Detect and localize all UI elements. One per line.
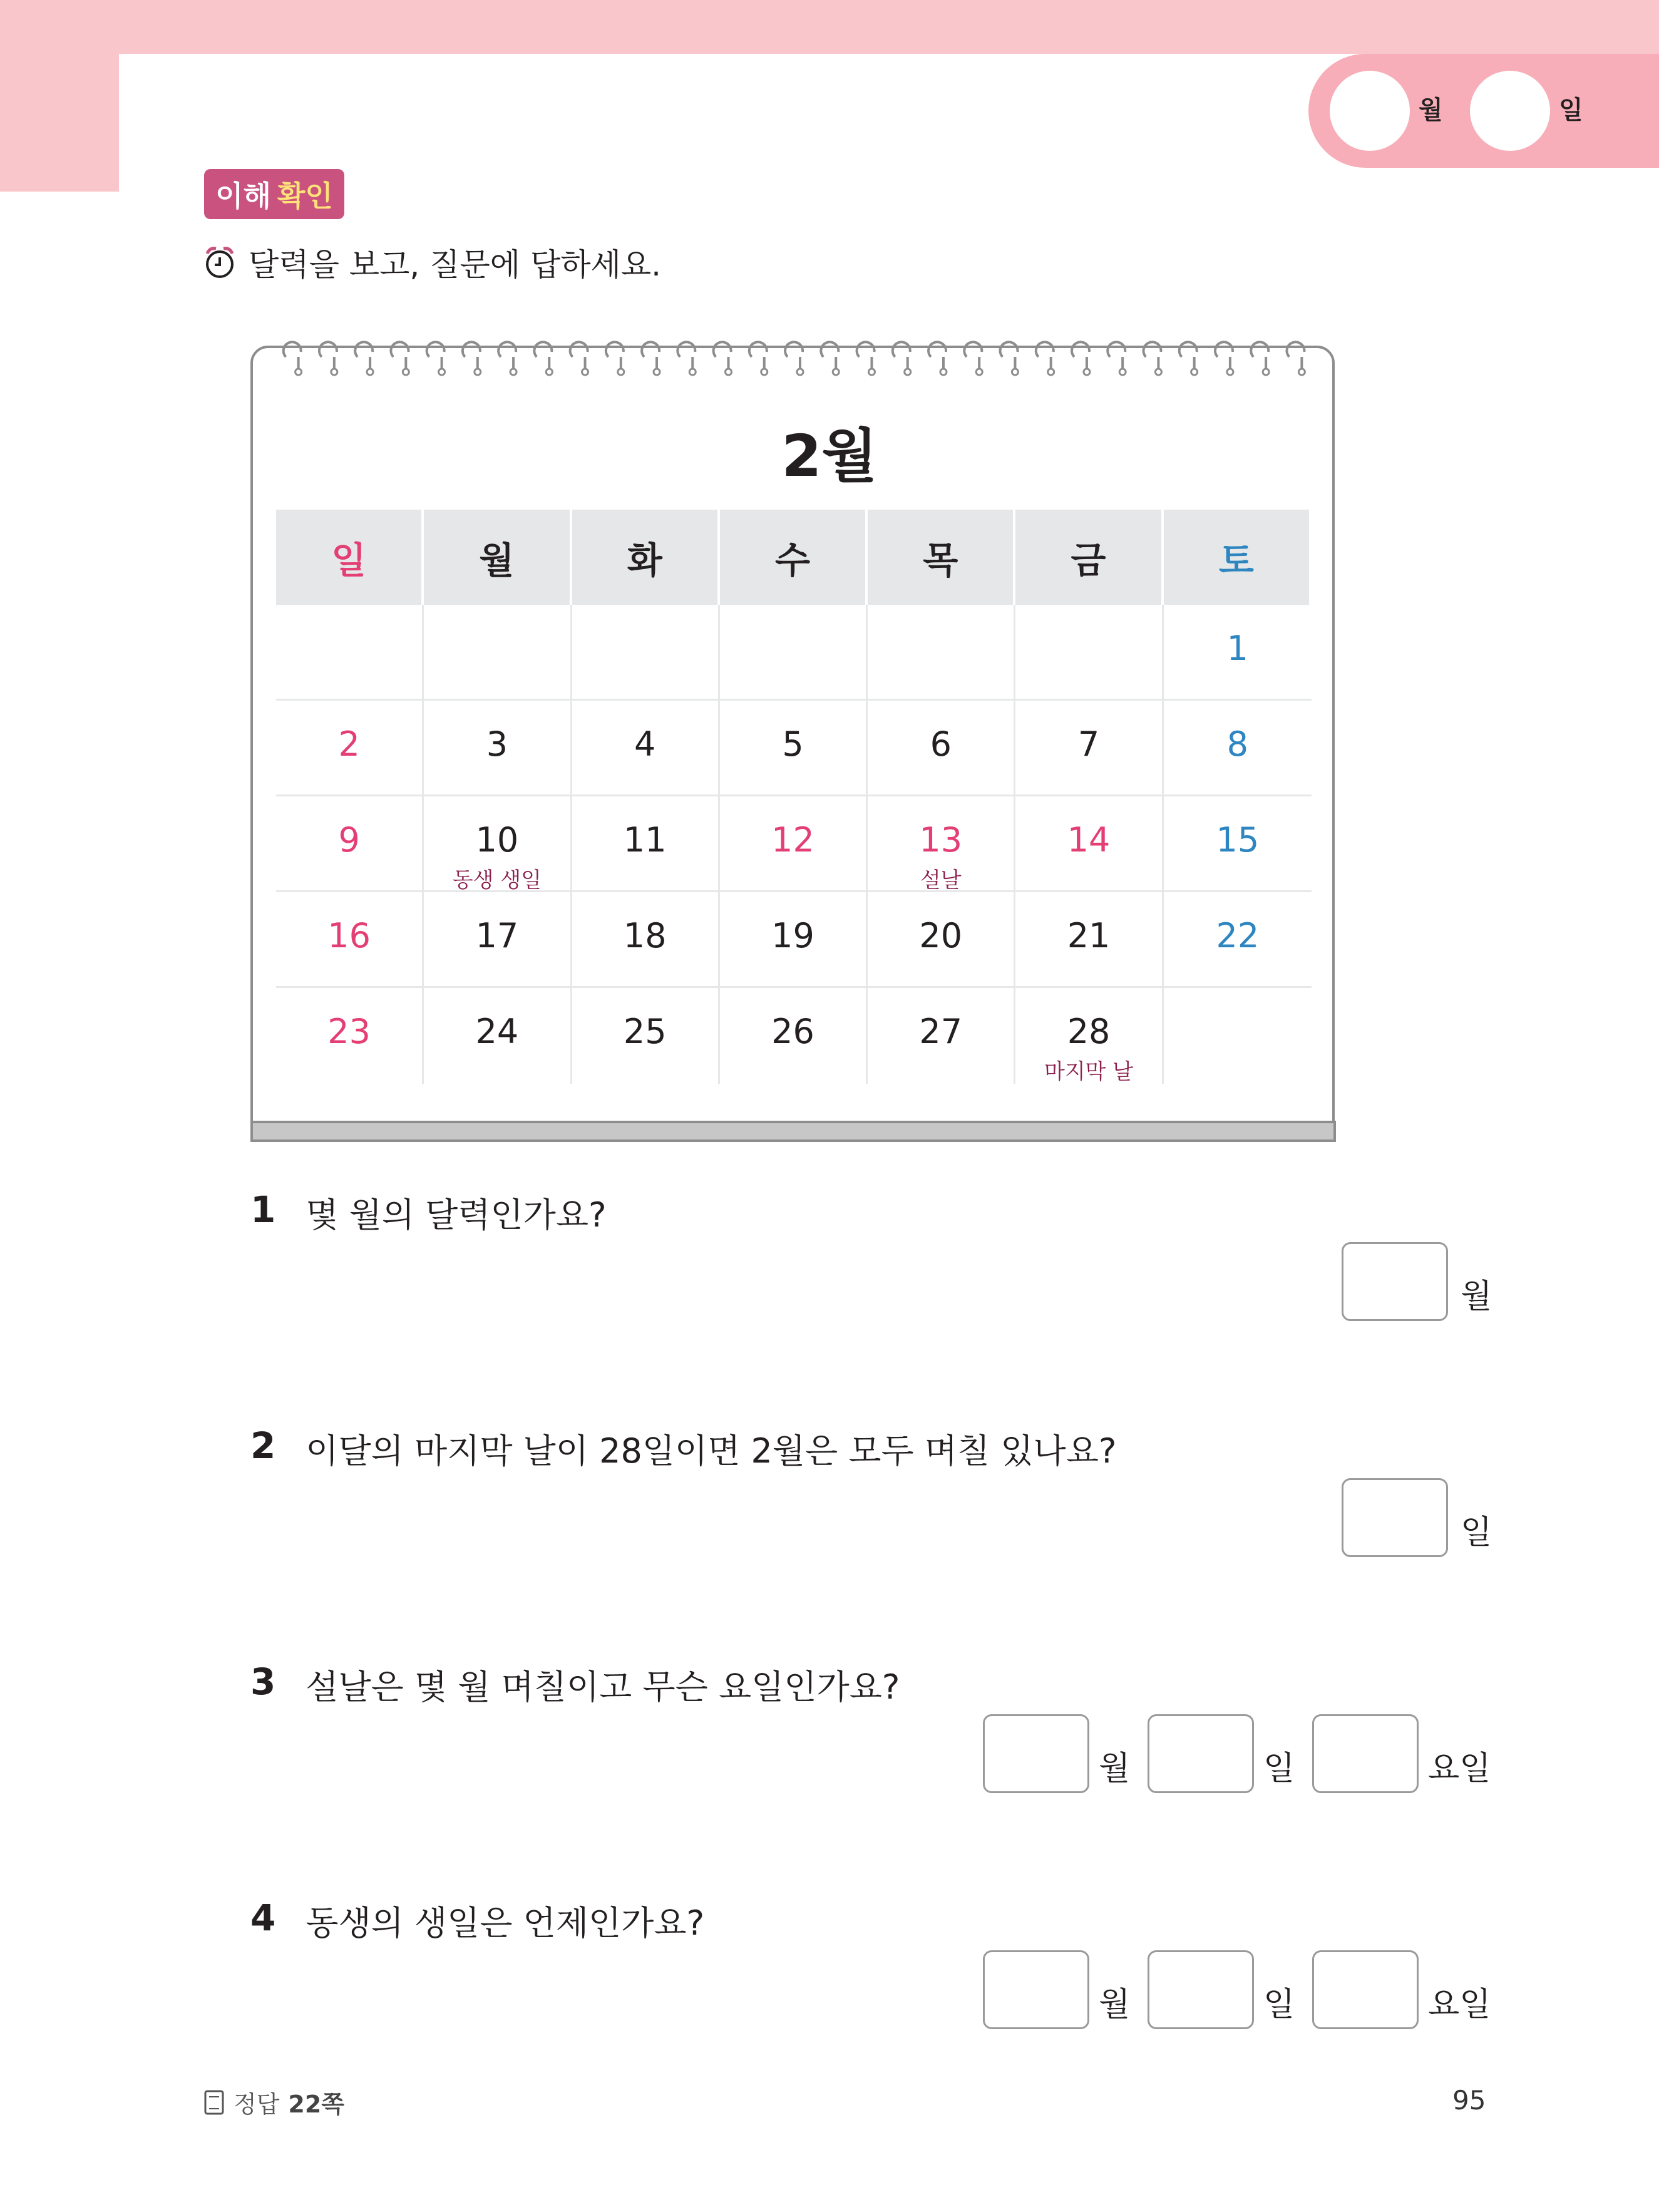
day-cell: [868, 605, 1015, 701]
corner-decoration: [0, 54, 119, 192]
day-number: 9: [338, 820, 360, 860]
book-icon: [203, 2089, 225, 2116]
ring-icon: [606, 342, 624, 375]
day-cell: [868, 988, 1015, 1084]
ring-icon: [1287, 342, 1305, 375]
day-cell: [1164, 701, 1312, 796]
answer-unit: 월: [1099, 1750, 1131, 1788]
calendar-rings: [275, 333, 1315, 377]
day-note: 마지막 날: [1044, 1059, 1134, 1084]
question: [250, 1660, 900, 1709]
answer-box[interactable]: [983, 1714, 1089, 1793]
weekday-header: 화: [572, 510, 720, 605]
day-number: 25: [623, 1012, 667, 1051]
day-number: 13: [919, 820, 963, 860]
day-cell: [424, 605, 572, 701]
day-number: 4: [634, 724, 656, 764]
day-note: 설날: [920, 868, 962, 893]
day-number: 24: [475, 1012, 519, 1051]
day-cell: [572, 796, 720, 892]
day-cell: [1164, 796, 1312, 892]
day-cell: [720, 796, 868, 892]
ring-icon: [857, 342, 875, 375]
question-text: 몇 월의 달력인가요?: [306, 1195, 607, 1235]
day-cell: [1015, 892, 1163, 988]
month-input-circle[interactable]: [1330, 71, 1410, 151]
answer-box[interactable]: [1342, 1478, 1448, 1557]
ring-icon: [893, 342, 911, 375]
day-number: 11: [623, 820, 667, 860]
day-number: 3: [486, 724, 508, 764]
day-number: 14: [1067, 820, 1111, 860]
ring-icon: [1036, 342, 1054, 375]
question: [250, 1188, 607, 1237]
day-input-circle[interactable]: [1470, 71, 1550, 151]
day-cell: [868, 701, 1015, 796]
day-number: 27: [919, 1012, 963, 1051]
day-number: 8: [1226, 724, 1249, 764]
day-cell: [572, 701, 720, 796]
day-cell: [424, 892, 572, 988]
calendar-grid: [276, 510, 1312, 1084]
day-number: 12: [771, 820, 814, 860]
day-cell: [1015, 605, 1163, 701]
ring-icon: [1144, 342, 1162, 375]
day-number: 15: [1216, 820, 1260, 860]
day-cell: [868, 892, 1015, 988]
ring-icon: [1107, 342, 1126, 375]
ring-icon: [642, 342, 660, 375]
answer-box[interactable]: [1342, 1242, 1448, 1321]
day-cell: [1015, 988, 1163, 1084]
ring-icon: [928, 342, 947, 375]
day-cell: [572, 988, 720, 1084]
weekday-header: 토: [1164, 510, 1312, 605]
day-note: 동생 생일: [452, 868, 542, 893]
ring-icon: [570, 342, 588, 375]
question-text: 이달의 마지막 날이 28일이면 2월은 모두 며칠 있나요?: [306, 1431, 1117, 1471]
day-number: 17: [475, 916, 519, 955]
question-number: 1: [250, 1188, 276, 1231]
day-number: 26: [771, 1012, 814, 1051]
day-cell: [1164, 988, 1312, 1084]
day-number: 10: [475, 820, 519, 860]
ring-icon: [821, 342, 839, 375]
ring-icon: [427, 342, 445, 375]
day-number: 2: [338, 724, 360, 764]
day-cell: [1164, 605, 1312, 701]
ring-icon: [391, 342, 409, 375]
day-number: 7: [1077, 724, 1100, 764]
ring-icon: [319, 342, 337, 375]
question-text: 동생의 생일은 언제인가요?: [306, 1903, 705, 1943]
answer-label: 정답: [234, 2091, 280, 2118]
day-number: 23: [327, 1012, 371, 1051]
day-cell: [572, 605, 720, 701]
ring-icon: [498, 342, 516, 375]
ring-icon: [463, 342, 481, 375]
day-number: 28: [1067, 1012, 1111, 1051]
day-number: 5: [782, 724, 804, 764]
answer-unit: 일: [1263, 1750, 1295, 1788]
day-cell: [720, 892, 868, 988]
question: [250, 1424, 1117, 1473]
day-cell: [720, 605, 868, 701]
month-label: 월: [1419, 96, 1443, 125]
calendar-base: [250, 1121, 1336, 1142]
weekday-header: 금: [1015, 510, 1163, 605]
badge-highlight: 확인: [277, 179, 333, 213]
ring-icon: [677, 342, 696, 375]
day-cell: [424, 701, 572, 796]
ring-icon: [534, 342, 552, 375]
answer-unit: 요일: [1428, 1986, 1491, 2024]
question-text: 설날은 몇 월 며칠이고 무슨 요일인가요?: [306, 1667, 900, 1707]
day-number: 16: [327, 916, 371, 955]
day-cell: [276, 892, 424, 988]
day-number: 20: [919, 916, 963, 955]
answer-unit: 일: [1461, 1514, 1492, 1551]
day-cell: [276, 988, 424, 1084]
ring-icon: [284, 342, 302, 375]
question-number: 2: [250, 1424, 276, 1467]
day-cell: [276, 701, 424, 796]
ring-icon: [1000, 342, 1019, 375]
day-cell: [276, 605, 424, 701]
ring-icon: [714, 342, 732, 375]
ring-icon: [1072, 342, 1090, 375]
ring-icon: [1179, 342, 1198, 375]
day-cell: [572, 892, 720, 988]
day-cell: [424, 988, 572, 1084]
ring-icon: [785, 342, 803, 375]
day-number: 6: [930, 724, 952, 764]
ring-icon: [964, 342, 982, 375]
question: [250, 1896, 704, 1945]
weekday-header: 목: [868, 510, 1015, 605]
day-label: 일: [1559, 96, 1583, 125]
day-cell: [424, 796, 572, 892]
day-number: 18: [623, 916, 667, 955]
day-cell: [720, 988, 868, 1084]
badge-text: 이해: [215, 179, 271, 213]
top-band: [0, 0, 1659, 54]
ring-icon: [1251, 342, 1269, 375]
day-cell: [276, 796, 424, 892]
answer-page: 22쪽: [288, 2091, 345, 2118]
day-cell: [868, 796, 1015, 892]
page-number: 95: [1452, 2085, 1486, 2116]
day-number: 19: [771, 916, 814, 955]
answer-unit: 요일: [1428, 1750, 1491, 1788]
answer-unit: 일: [1263, 1986, 1295, 2024]
question-number: 3: [250, 1660, 276, 1703]
day-cell: [1015, 701, 1163, 796]
answer-unit: 월: [1461, 1278, 1492, 1315]
section-badge: [204, 169, 344, 219]
instruction-text: 달력을 보고, 질문에 답하세요.: [249, 247, 662, 283]
instruction: [203, 240, 661, 285]
answer-unit: 월: [1099, 1986, 1131, 2024]
calendar-title: 2월: [781, 423, 878, 490]
question-number: 4: [250, 1896, 276, 1939]
day-cell: [1015, 796, 1163, 892]
weekday-header: 월: [424, 510, 572, 605]
day-number: 21: [1067, 916, 1111, 955]
answer-box[interactable]: [1312, 1950, 1419, 2029]
ring-icon: [355, 342, 373, 375]
day-number: 1: [1226, 629, 1249, 668]
weekday-header: 수: [720, 510, 868, 605]
answer-reference: [203, 2085, 344, 2119]
day-cell: [1164, 892, 1312, 988]
answer-box[interactable]: [1148, 1950, 1254, 2029]
alarm-clock-icon: [203, 245, 236, 280]
day-number: 22: [1216, 916, 1260, 955]
answer-box[interactable]: [1148, 1714, 1254, 1793]
answer-box[interactable]: [1312, 1714, 1419, 1793]
ring-icon: [1215, 342, 1233, 375]
day-cell: [720, 701, 868, 796]
ring-icon: [749, 342, 768, 375]
answer-box[interactable]: [983, 1950, 1089, 2029]
weekday-header: 일: [276, 510, 424, 605]
